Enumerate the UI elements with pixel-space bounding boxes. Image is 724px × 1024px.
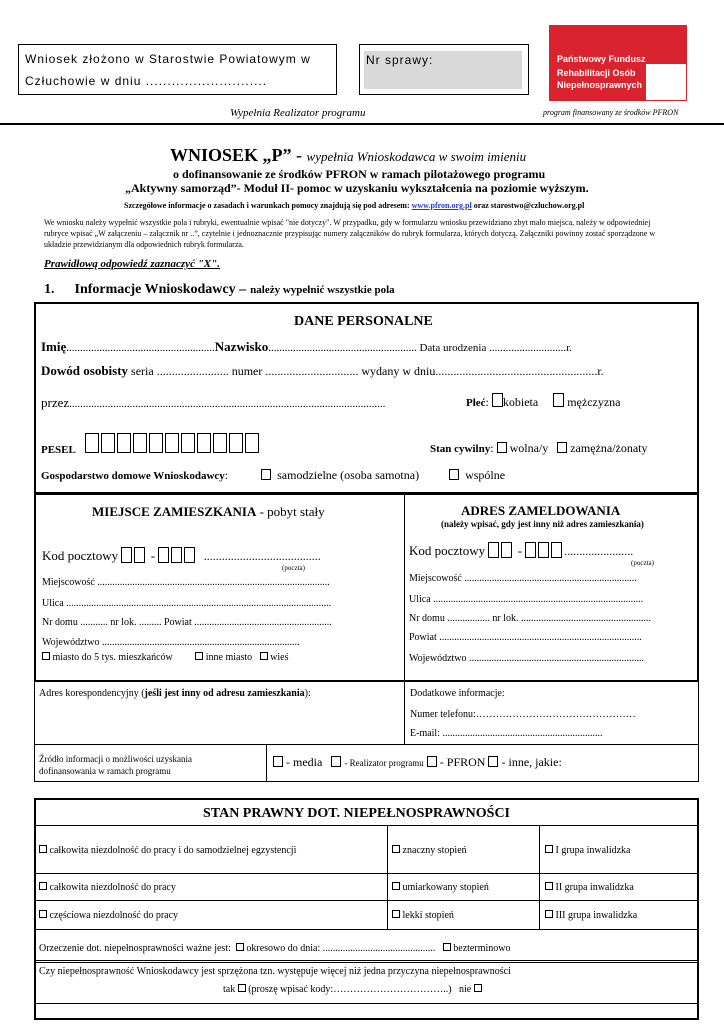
residence-house-field[interactable]: Nr domu ........... nr lok. ......... Powiat ....................................................... xyxy=(42,617,332,628)
submission-line2: Człuchowie w dniu ............................ xyxy=(25,74,268,88)
disability-col-1 xyxy=(387,826,388,929)
validity-row: Orzeczenie dot. niepełnosprawności ważne jest: okresowo do dnia: ............................................. bezterminowo xyxy=(39,943,511,954)
disability-row-1-col2-checkbox[interactable] xyxy=(392,845,400,853)
address-divider xyxy=(404,494,405,681)
town-other-checkbox[interactable] xyxy=(195,652,203,660)
source-realizator-checkbox[interactable] xyxy=(331,756,341,767)
disability-row-2-col3: II grupa inwalidzka xyxy=(545,882,634,893)
registration-note: (należy wpisać, gdy jest inny niż adres zamieszkania) xyxy=(441,519,644,529)
logo-line3: Niepełnosprawnych xyxy=(557,80,643,90)
registration-heading: ADRES ZAMELDOWANIA xyxy=(461,503,621,518)
disability-row-1-col1-checkbox[interactable] xyxy=(39,845,47,853)
validity-perm-checkbox[interactable] xyxy=(443,943,451,951)
registration-city-field[interactable]: Miejscowość ..................................................................... xyxy=(409,573,637,584)
disability-rule-2 xyxy=(36,873,697,874)
registration-county-field[interactable]: Powiat ................................................................................. xyxy=(409,632,642,643)
coupled-yes-checkbox[interactable] xyxy=(238,984,246,992)
household-row: Gospodarstwo domowe Wnioskodawcy: samodzielne (osoba samotna) wspólne xyxy=(41,468,506,482)
residence-heading: MIEJSCE ZAMIESZKANIA - pobyt stały xyxy=(92,504,325,519)
disability-row-2-col3-checkbox[interactable] xyxy=(545,882,553,890)
registration-post-office-field[interactable]: ....................... xyxy=(564,544,634,558)
household-joint-checkbox[interactable] xyxy=(449,469,459,480)
title-line2: o dofinansowanie ze środków PFRON w ramach pilotażowego programu xyxy=(173,167,546,181)
correct-answer-note: Prawidłową odpowiedź zaznaczyć "X". xyxy=(44,258,220,270)
disability-row-2-col1: całkowita niezdolność do pracy xyxy=(39,882,176,893)
email-field[interactable]: E-mail: ................................................................ xyxy=(410,728,603,739)
disability-col-2 xyxy=(539,826,540,929)
form-title: WNIOSEK „P” - wypełnia Wnioskodawca w swoim imieniu xyxy=(170,145,527,165)
coupled-question: Czy niepełnosprawność Wnioskodawcy jest sprzężona tzn. występuje więcej niż jedna przyczyna niepełnosprawności xyxy=(39,966,511,977)
town-small-checkbox[interactable] xyxy=(42,652,50,660)
marital-single-checkbox[interactable] xyxy=(497,442,507,453)
pfron-link[interactable]: www.pfron.org.pl xyxy=(411,201,472,210)
source-media-checkbox[interactable] xyxy=(273,756,283,767)
extra-info-label: Dodatkowe informacje: xyxy=(410,688,505,699)
disability-row-1-col3-checkbox[interactable] xyxy=(545,845,553,853)
registration-street-field[interactable]: Ulica .................................................................................... xyxy=(409,594,644,605)
id-doc-field[interactable]: seria ........................ numer ............................... wydany w dniu......................................................r. xyxy=(128,364,604,378)
id-row: Dowód osobisty seria ........................ numer ............................... wydany w dniu......................................................r. xyxy=(41,363,604,378)
instructions-line1: We wniosku należy wypełnić wszystkie pola i rubryki, ewentualnie wpisać "nie dotyczy". W przypadku, gdy w formularzu wniosku przewidziano zbyt mało miejsca, należy w odpowiedniej xyxy=(44,218,651,227)
issued-by-field[interactable]: ................................................................................................................... xyxy=(69,398,386,410)
residence-town-type-row: miasto do 5 tys. mieszkańców inne miasto wieś xyxy=(42,652,289,663)
source-label-2: dofinansowania w ramach programu xyxy=(39,766,171,776)
personal-heading: DANE PERSONALNE xyxy=(294,314,433,329)
sex-male-checkbox[interactable] xyxy=(553,393,564,407)
phone-field[interactable]: Numer telefonu:………………………………………… xyxy=(410,709,636,720)
registration-house-field[interactable]: Nr domu ................. nr lok. .................................................... xyxy=(409,613,651,624)
residence-post-office-field[interactable]: ....................................... xyxy=(203,549,321,563)
residence-postal-boxes[interactable] xyxy=(121,548,147,563)
registration-postal-boxes-2[interactable] xyxy=(525,543,564,558)
disability-row-1-col2: znaczny stopień xyxy=(392,845,467,856)
instructions-line3: układzie przewidzianym dla odpowiednich rubryk formularza. xyxy=(44,240,244,249)
source-label-1: Źródło informacji o możliwości uzyskania xyxy=(39,754,192,764)
details-line: Szczegółowe informacje o zasadach i warunkach pomocy znajdują się pod adresem: www.pfron.org.pl oraz starostwo@czluchow.org.pl xyxy=(124,201,585,210)
financed-note: program finansowany ze środków PFRON xyxy=(543,108,679,117)
section1-heading: 1. Informacje Wnioskodawcy – należy wypełnić wszystkie pola xyxy=(44,282,395,297)
household-alone-checkbox[interactable] xyxy=(261,469,271,480)
disability-row-1-col1: całkowita niezdolność do pracy i do samodzielnej egzystencji xyxy=(39,845,296,856)
pesel-boxes[interactable] xyxy=(85,433,261,455)
residence-street-field[interactable]: Ulica .......................................................................................................... xyxy=(42,598,332,609)
source-other-checkbox[interactable] xyxy=(488,756,498,767)
source-divider xyxy=(266,745,267,781)
logo-line1: Państwowy Fundusz xyxy=(557,54,646,64)
instructions-line2: rubryce wpisać „W załączeniu – załącznik nr ..”, czytelnie i jednoznacznie przypisując numery załączników do rubryk formularza, których dotyczą. Załączniki powinny zostać sporządzone w xyxy=(44,229,656,238)
coupled-codes-field[interactable]: (proszę wpisać kody:……………………………..) xyxy=(248,984,452,995)
disability-rule-3 xyxy=(36,900,697,901)
source-pfron-checkbox[interactable] xyxy=(427,756,437,767)
submission-box xyxy=(18,44,337,95)
correspondence-label[interactable]: Adres korespondencyjny (jeśli jest inny od adresu zamieszkania): xyxy=(39,688,311,699)
disability-heading: STAN PRAWNY DOT. NIEPEŁNOSPRAWNOŚCI xyxy=(203,806,511,821)
disability-row-3-col1-checkbox[interactable] xyxy=(39,910,47,918)
correspondence-divider xyxy=(404,682,405,744)
name-row: Imię......................................................Nazwisko...................................................... Data urodzenia ............................r. xyxy=(41,339,572,354)
disability-rule-6 xyxy=(36,962,697,963)
residence-voivodeship-field[interactable]: Województwo ............................................................................... xyxy=(42,637,300,648)
sex-row: Płeć: kobieta mężczyzna xyxy=(466,395,621,409)
first-name-field[interactable]: ...................................................... xyxy=(66,342,215,354)
disability-row-2-col2-checkbox[interactable] xyxy=(392,882,400,890)
validity-temp-checkbox[interactable] xyxy=(236,943,244,951)
registration-postal-boxes[interactable] xyxy=(488,543,514,558)
coupled-answer-row: tak (proszę wpisać kody:……………………………..) nie xyxy=(223,984,482,995)
disability-rule-1 xyxy=(36,825,697,826)
coupled-no-checkbox[interactable] xyxy=(474,984,482,992)
disability-row-3-col3-checkbox[interactable] xyxy=(545,910,553,918)
disability-row-2-col1-checkbox[interactable] xyxy=(39,882,47,890)
submission-line1: Wniosek złożono w Starostwie Powiatowym w xyxy=(25,52,311,66)
residence-postal-row: Kod pocztowy - ....................................... xyxy=(42,548,321,563)
case-number-box[interactable] xyxy=(359,44,529,95)
logo-line2: Rehabilitacji Osób xyxy=(557,68,636,78)
pesel-label: PESEL xyxy=(41,444,76,456)
disability-rule-5 xyxy=(36,960,697,961)
marital-row: Stan cywilny: wolna/y zamężna/żonaty xyxy=(430,441,648,455)
residence-city-field[interactable]: Miejscowość ............................................................................................. xyxy=(42,577,330,588)
disability-row-3-col2-checkbox[interactable] xyxy=(392,910,400,918)
source-options: - media - Realizator programu - PFRON - inne, jakie: xyxy=(273,755,562,770)
registration-voivodeship-field[interactable]: Województwo ...................................................................... xyxy=(409,653,645,664)
case-number-label: Nr sprawy: xyxy=(366,53,434,67)
pfron-logo xyxy=(549,25,687,101)
village-checkbox[interactable] xyxy=(260,652,268,660)
disability-bottom-rule xyxy=(36,1003,697,1004)
title-line3: „Aktywny samorząd”- Moduł II- pomoc w uzyskaniu wykształcenia na poziomie wyższym. xyxy=(125,181,589,195)
disability-rule-4 xyxy=(36,929,697,930)
sex-female-checkbox[interactable] xyxy=(492,393,503,407)
residence-postal-boxes-2[interactable] xyxy=(158,548,197,563)
disability-row-3-col1: częściowa niezdolność do pracy xyxy=(39,910,178,921)
realizator-note: Wypełnia Realizator programu xyxy=(230,107,366,119)
last-name-birth-field[interactable]: ...................................................... Data urodzenia ............................r. xyxy=(268,342,572,354)
registration-postal-row: Kod pocztowy - ....................... xyxy=(409,543,634,558)
disability-row-2-col2: umiarkowany stopień xyxy=(392,882,489,893)
residence-post-caption: (poczta) xyxy=(282,564,305,572)
marital-married-checkbox[interactable] xyxy=(557,442,567,453)
disability-row-1-col3: I grupa inwalidzka xyxy=(545,845,630,856)
disability-row-3-col3: III grupa inwalidzka xyxy=(545,910,637,921)
disability-row-3-col2: lekki stopień xyxy=(392,910,454,921)
header-divider xyxy=(0,123,724,125)
registration-post-caption: (poczta) xyxy=(631,559,654,567)
issued-by-row: przez................................................................................................................... xyxy=(41,395,386,410)
